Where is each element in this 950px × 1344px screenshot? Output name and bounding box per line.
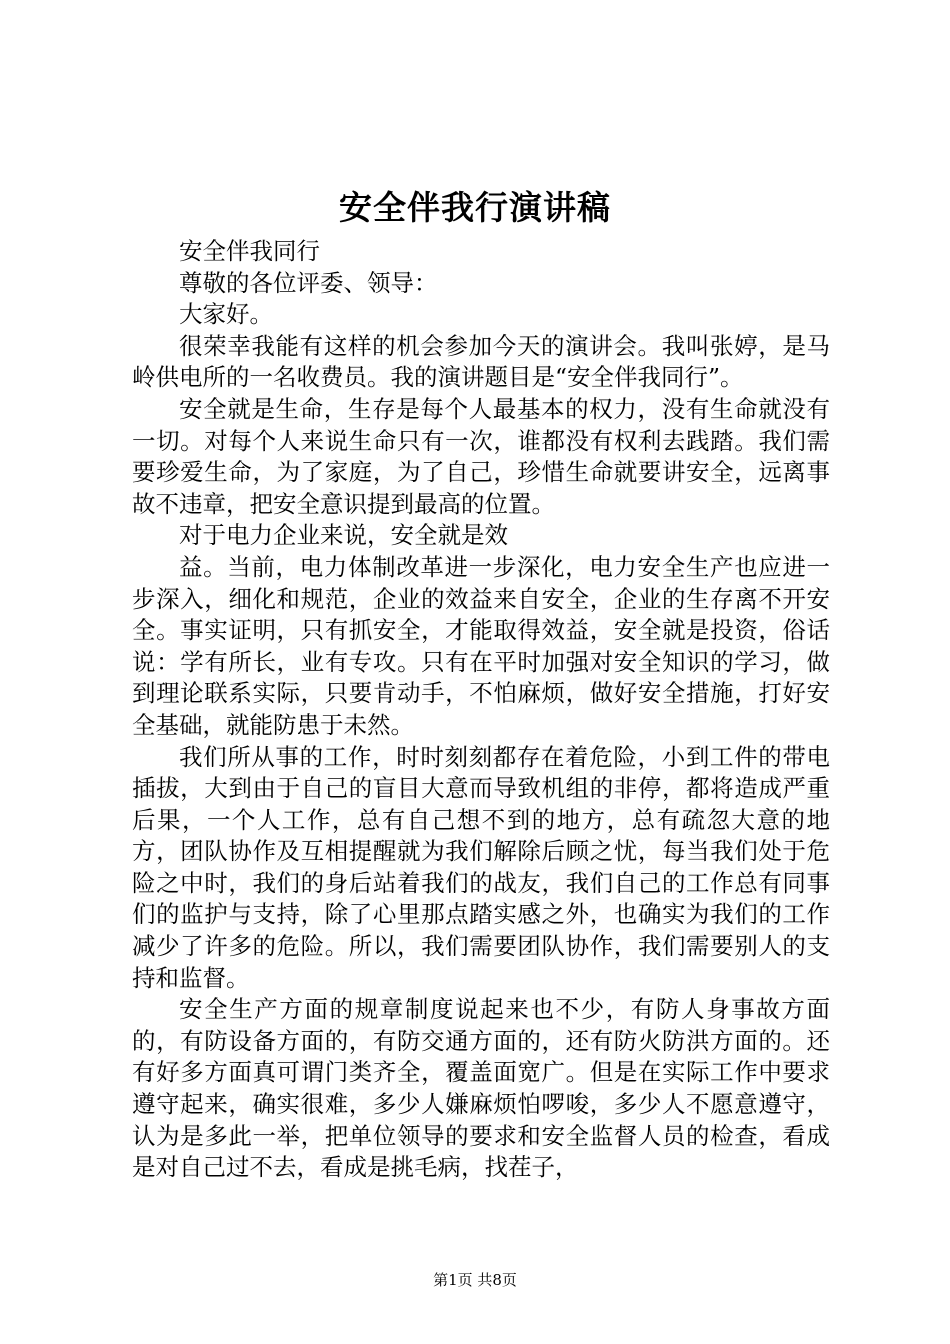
paragraph: 大家好。 — [179, 300, 273, 329]
paragraph: 益。当前，电力体制改革进一步深化，电力安全生产也应进一步深入，细化和规范，企业的效益来自安全，企业的生存离不开安全。事实证明，只有抓安全，才能取得效益，安全就是投资，俗话说：学有所长，业有专攻。只有在平时加强对安全知识的学习，做到理论联系实际，只要肯动手，不怕麻烦，做好安全措施，打好安全基础，就能防患于未然。 — [132, 552, 830, 739]
paragraph: 安全伴我同行 — [179, 237, 320, 265]
paragraph: 很荣幸我能有这样的机会参加今天的演讲会。我叫张婷，是马岭供电所的一名收费员。我的演讲题目是“安全伴我同行”。 — [132, 331, 830, 392]
paragraph: 我们所从事的工作，时时刻刻都存在着危险，小到工件的带电插拔，大到由于自己的盲目大意而导致机组的非停，都将造成严重后果，一个人工作，总有自己想不到的地方，总有疏忽大意的地方，团队协作及互相提醒就为我们解除后顾之忧，每当我们处于危险之中时，我们的身后站着我们的战友，我们自己的工作总有同事们的监护与支持，除了心里那点踏实感之外，也确实为我们的工作减少了许多的危险。所以，我们需要团队协作，我们需要别人的支持和监督。 — [132, 742, 830, 992]
paragraph: 安全就是生命，生存是每个人最基本的权力，没有生命就没有一切。对每个人来说生命只有一次，谁都没有权利去践踏。我们需要珍爱生命，为了家庭，为了自己，珍惜生命就要讲安全，远离事故不违章，把安全意识提到最高的位置。 — [132, 394, 830, 518]
paragraph: 尊敬的各位评委、领导： — [179, 268, 438, 297]
paragraph: 对于电力企业来说，安全就是效 — [179, 521, 508, 550]
document-body — [132, 236, 830, 1184]
document-title: 安全伴我行演讲稿 — [339, 188, 611, 227]
page-footer: 第1页 共8页 — [433, 1271, 517, 1289]
paragraph: 安全生产方面的规章制度说起来也不少，有防人身事故方面的，有防设备方面的，有防交通方面的，还有防火防洪方面的。还有好多方面真可谓门类齐全，覆盖面宽广。但是在实际工作中要求遵守起来，确实很难，多少人嫌麻烦怕啰唆，多少人不愿意遵守，认为是多此一举，把单位领导的要求和安全监督人员的检查，看成是对自己过不去，看成是挑毛病，找茬子， — [132, 995, 830, 1182]
